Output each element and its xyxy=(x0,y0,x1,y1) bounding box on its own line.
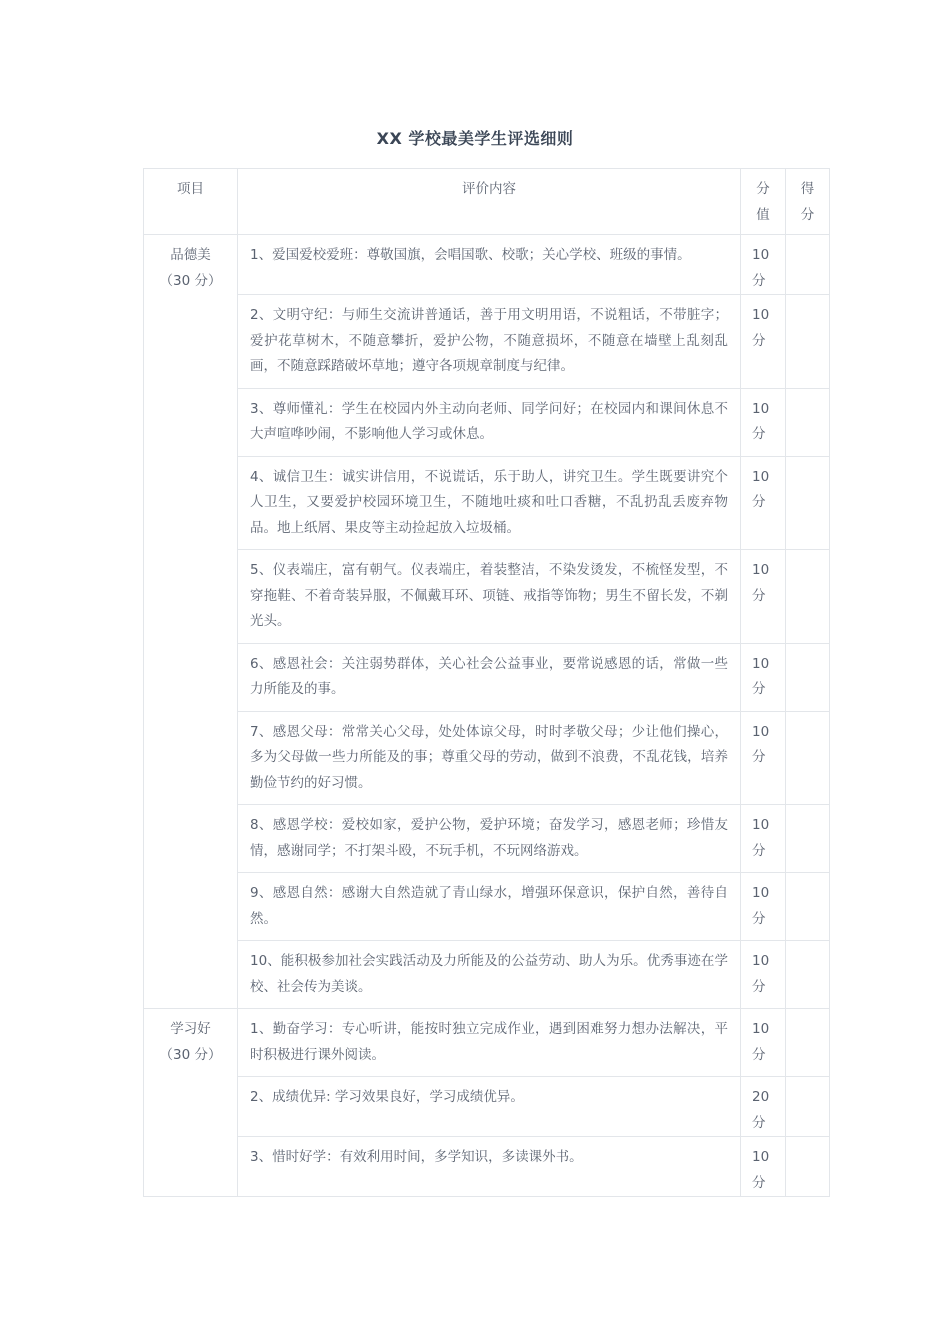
table-row xyxy=(144,235,830,295)
earned-score-cell[interactable] xyxy=(786,643,830,711)
score-value: 10 xyxy=(752,953,770,969)
earned-score-cell[interactable] xyxy=(786,1009,830,1077)
score-cell xyxy=(741,1077,786,1137)
criterion-text: 1、爱国爱校爱班：尊敬国旗，会唱国歌、校歌；关心学校、班级的事情。 xyxy=(238,235,741,295)
score-unit: 分 xyxy=(752,272,766,289)
header-score: 分值 xyxy=(741,169,786,235)
earned-score-cell[interactable] xyxy=(786,456,830,550)
document-title: XX 学校最美学生评选细则 xyxy=(376,129,574,148)
score-unit: 分 xyxy=(752,978,766,995)
score-cell xyxy=(741,295,786,389)
table-row xyxy=(144,873,830,941)
score-cell xyxy=(741,643,786,711)
score-value: 10 xyxy=(752,817,770,833)
score-unit: 分 xyxy=(752,842,766,859)
criterion-text: 2、文明守纪：与师生交流讲普通话，善于用文明用语，不说粗话，不带脏字；爱护花草树木，不随意攀折，爱护公物，不随意损坏，不随意在墙壁上乱刻乱画，不随意踩踏破坏草地；遵守各项规章制度与纪律。 xyxy=(238,295,741,389)
earned-score-cell[interactable] xyxy=(786,550,830,644)
score-cell xyxy=(741,1009,786,1077)
table-row xyxy=(144,711,830,805)
earned-score-cell[interactable] xyxy=(786,388,830,456)
score-cell xyxy=(741,711,786,805)
category-points: （30 分） xyxy=(159,1046,222,1063)
criterion-text: 1、勤奋学习：专心听讲，能按时独立完成作业，遇到困难努力想办法解决，平时积极进行课外阅读。 xyxy=(238,1009,741,1077)
score-unit: 分 xyxy=(752,587,766,604)
table-row xyxy=(144,550,830,644)
score-cell xyxy=(741,550,786,644)
table-row xyxy=(144,295,830,389)
criterion-text: 10、能积极参加社会实践活动及力所能及的公益劳动、助人为乐。优秀事迹在学校、社会传为美谈。 xyxy=(238,941,741,1009)
score-value: 10 xyxy=(752,1149,770,1165)
score-unit: 分 xyxy=(752,1174,766,1191)
category-cell xyxy=(144,235,238,1009)
earned-score-cell[interactable] xyxy=(786,295,830,389)
score-value: 10 xyxy=(752,247,770,263)
table-row xyxy=(144,643,830,711)
earned-score-cell[interactable] xyxy=(786,941,830,1009)
score-unit: 分 xyxy=(752,494,766,510)
score-cell xyxy=(741,388,786,456)
earned-score-cell[interactable] xyxy=(786,873,830,941)
table-row xyxy=(144,941,830,1009)
table-row xyxy=(144,1137,830,1197)
earned-score-cell[interactable] xyxy=(786,805,830,873)
criterion-text: 3、尊师懂礼：学生在校园内外主动向老师、同学问好；在校园内和课间休息不大声喧哗吵闹，不影响他人学习或休息。 xyxy=(238,388,741,456)
criterion-text: 9、感恩自然：感谢大自然造就了青山绿水，增强环保意识，保护自然，善待自然。 xyxy=(238,873,741,941)
header-category: 项目 xyxy=(144,169,238,235)
earned-score-cell[interactable] xyxy=(786,711,830,805)
score-cell xyxy=(741,805,786,873)
score-value: 10 xyxy=(752,885,770,901)
category-name: 学习好 xyxy=(170,1021,211,1037)
score-value: 10 xyxy=(752,307,770,323)
header-got: 得分 xyxy=(786,169,830,235)
criterion-text: 8、感恩学校：爱校如家，爱护公物，爱护环境；奋发学习，感恩老师；珍惜友情，感谢同学；不打架斗殴，不玩手机，不玩网络游戏。 xyxy=(238,805,741,873)
score-value: 10 xyxy=(752,468,770,485)
header-content: 评价内容 xyxy=(238,169,741,235)
score-value: 10 xyxy=(752,723,770,740)
earned-score-cell[interactable] xyxy=(786,235,830,295)
criterion-text: 5、仪表端庄，富有朝气。仪表端庄，着装整洁，不染发烫发，不梳怪发型，不穿拖鞋、不着奇装异服，不佩戴耳环、项链、戒指等饰物；男生不留长发，不剃光头。 xyxy=(238,550,741,644)
score-unit: 分 xyxy=(752,910,766,927)
table-row xyxy=(144,388,830,456)
criteria-table xyxy=(143,168,830,1197)
score-value: 20 xyxy=(752,1089,770,1105)
score-value: 10 xyxy=(752,655,770,672)
table-row xyxy=(144,456,830,550)
score-cell xyxy=(741,235,786,295)
score-cell xyxy=(741,873,786,941)
table-row xyxy=(144,1077,830,1137)
table-header-row xyxy=(144,169,830,235)
category-points: （30 分） xyxy=(159,272,222,289)
category-cell xyxy=(144,1009,238,1197)
criterion-text: 2、成绩优异: 学习效果良好，学习成绩优异。 xyxy=(238,1077,741,1137)
score-unit: 分 xyxy=(752,681,766,697)
score-unit: 分 xyxy=(752,332,766,349)
score-unit: 分 xyxy=(752,1046,766,1063)
score-cell xyxy=(741,456,786,550)
criterion-text: 4、诚信卫生：诚实讲信用，不说谎话，乐于助人，讲究卫生。学生既要讲究个人卫生，又要爱护校园环境卫生，不随地吐痰和吐口香糖，不乱扔乱丢废弃物品。地上纸屑、果皮等主动捡起放入垃圾桶。 xyxy=(238,456,741,550)
score-value: 10 xyxy=(752,1021,770,1037)
earned-score-cell[interactable] xyxy=(786,1077,830,1137)
criterion-text: 3、惜时好学：有效利用时间，多学知识，多读课外书。 xyxy=(238,1137,741,1197)
score-unit: 分 xyxy=(752,426,766,442)
criterion-text: 6、感恩社会：关注弱势群体，关心社会公益事业，要常说感恩的话，常做一些力所能及的事。 xyxy=(238,643,741,711)
category-name: 品德美 xyxy=(170,247,211,263)
criterion-text: 7、感恩父母：常常关心父母，处处体谅父母，时时孝敬父母；少让他们操心，多为父母做一些力所能及的事；尊重父母的劳动，做到不浪费，不乱花钱，培养勤俭节约的好习惯。 xyxy=(238,711,741,805)
score-value: 10 xyxy=(752,400,770,417)
score-unit: 分 xyxy=(752,1114,766,1131)
score-cell xyxy=(741,1137,786,1197)
score-value: 10 xyxy=(752,562,770,578)
earned-score-cell[interactable] xyxy=(786,1137,830,1197)
table-row xyxy=(144,1009,830,1077)
table-row xyxy=(144,805,830,873)
score-unit: 分 xyxy=(752,749,766,765)
score-cell xyxy=(741,941,786,1009)
